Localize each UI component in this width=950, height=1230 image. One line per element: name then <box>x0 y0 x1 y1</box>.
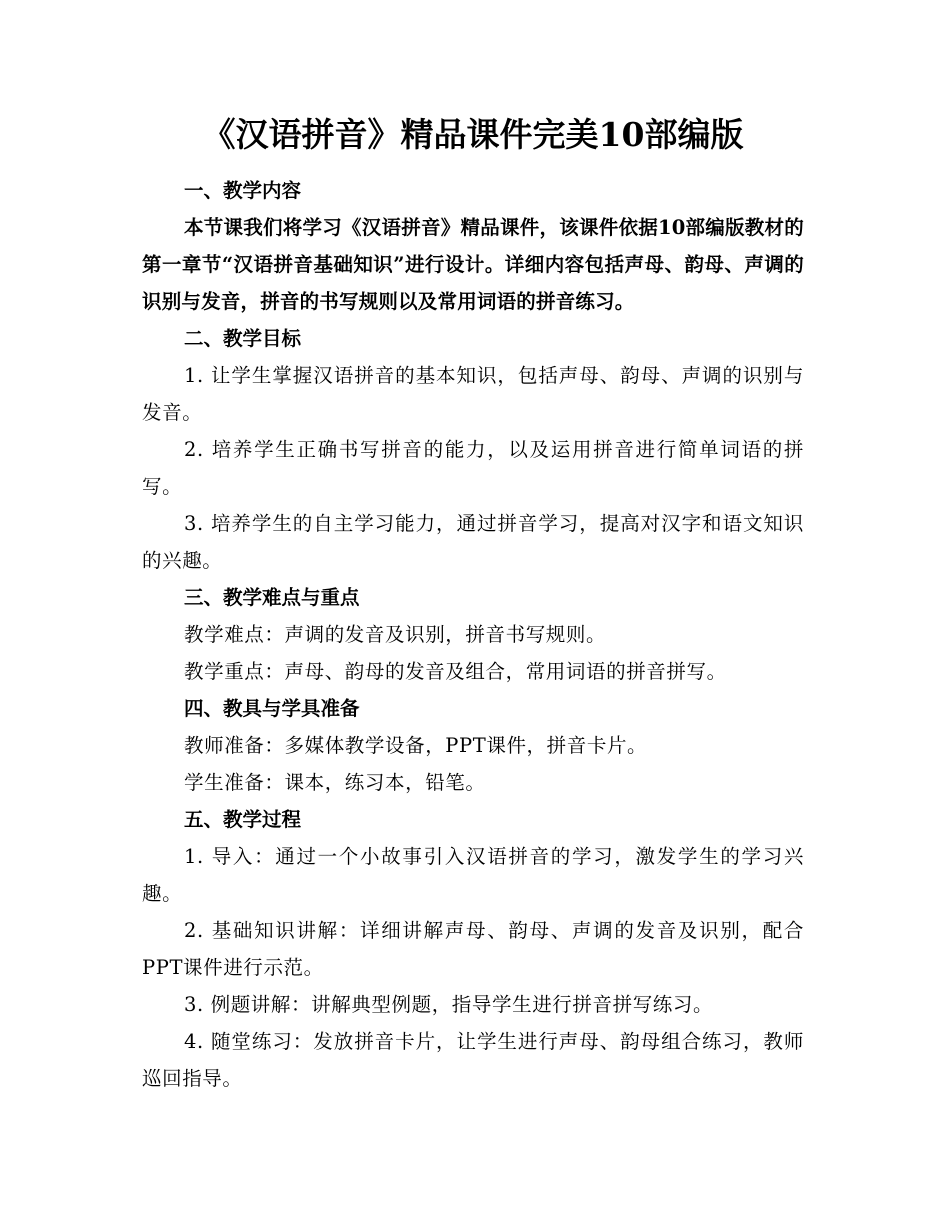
section-heading-key-points: 三、教学难点与重点 <box>184 586 360 609</box>
section-heading-process: 五、教学过程 <box>184 808 302 831</box>
section-heading-content: 一、教学内容 <box>184 179 302 202</box>
document-title: 《汉语拼音》精品课件完美10部编版 <box>202 115 744 154</box>
paragraph-student-materials: 学生准备：课本，练习本，铅笔。 <box>184 771 486 794</box>
paragraph-objective-2: 2. 培养学生正确书写拼音的能力，以及运用拼音进行简单词语的拼写。 <box>142 438 804 498</box>
paragraph-teacher-materials: 教师准备：多媒体教学设备，PPT课件，拼音卡片。 <box>184 734 648 757</box>
paragraph-process-1: 1. 导入：通过一个小故事引入汉语拼音的学习，激发学生的学习兴趣。 <box>142 845 804 905</box>
section-heading-materials: 四、教具与学具准备 <box>184 697 360 720</box>
paragraph-difficulty: 教学难点：声调的发音及识别，拼音书写规则。 <box>184 623 607 646</box>
paragraph-objective-3: 3. 培养学生的自主学习能力，通过拼音学习，提高对汉字和语文知识的兴趣。 <box>142 512 804 572</box>
paragraph-process-3: 3. 例题讲解：讲解典型例题，指导学生进行拼音拼写练习。 <box>184 993 714 1016</box>
paragraph-objective-1: 1. 让学生掌握汉语拼音的基本知识，包括声母、韵母、声调的识别与发音。 <box>142 364 804 424</box>
paragraph-focus: 教学重点：声母、韵母的发音及组合，常用词语的拼音拼写。 <box>184 660 727 683</box>
paragraph-process-2: 2. 基础知识讲解：详细讲解声母、韵母、声调的发音及识别，配合PPT课件进行示范。 <box>142 919 804 979</box>
paragraph-content-summary: 本节课我们将学习《汉语拼音》精品课件，该课件依据10部编版教材的第一章节“汉语拼音基础知识”进行设计。详细内容包括声母、韵母、声调的识别与发音，拼音的书写规则以及常用词语的拼音练习。 <box>142 216 804 313</box>
section-heading-objectives: 二、教学目标 <box>184 327 302 350</box>
paragraph-process-4: 4. 随堂练习：发放拼音卡片，让学生进行声母、韵母组合练习，教师巡回指导。 <box>142 1030 804 1090</box>
